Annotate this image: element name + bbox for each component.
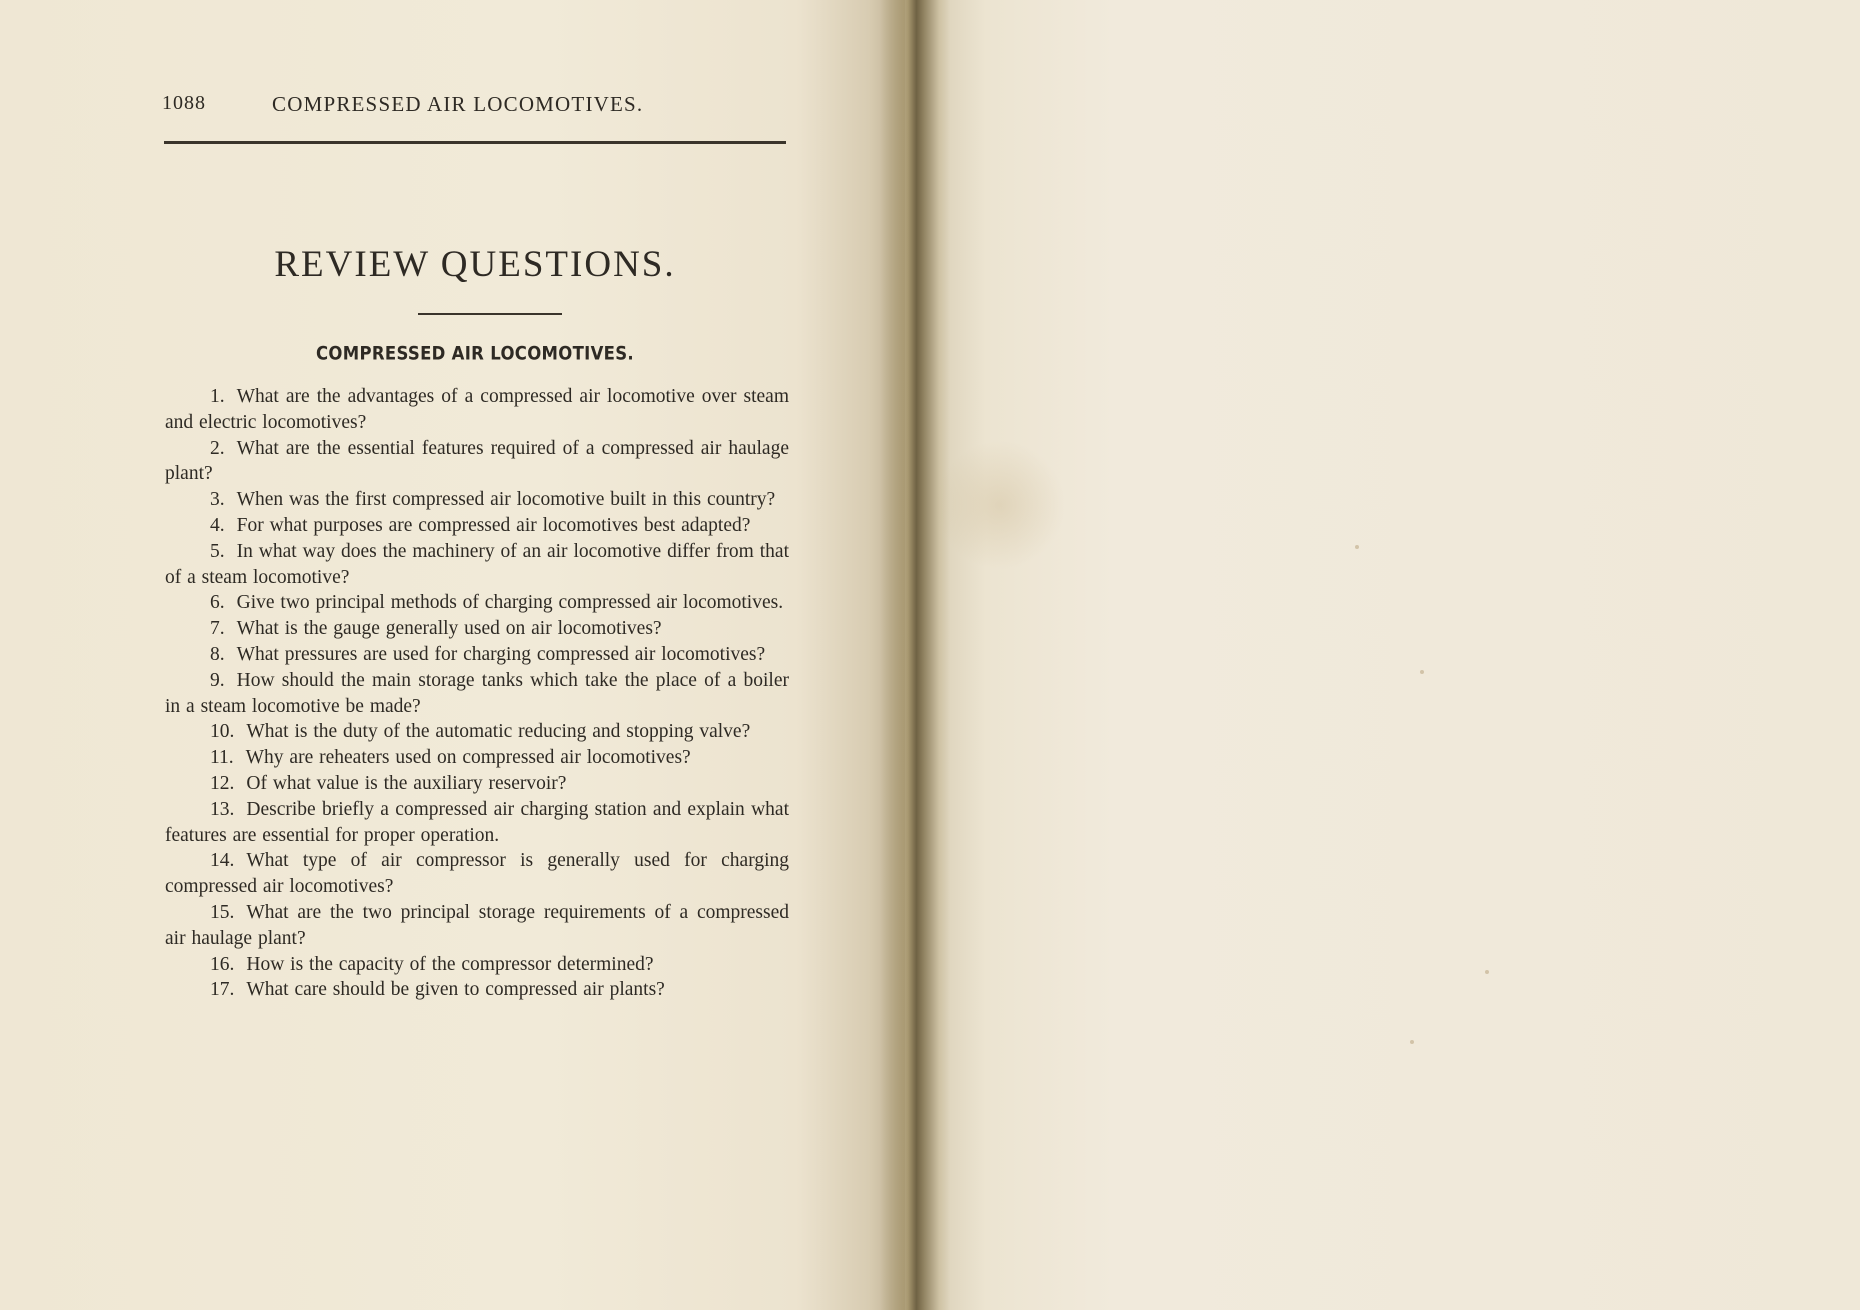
question-text: What care should be given to compressed air plants? [246,979,665,1001]
question-number: 10. [210,721,235,743]
review-question [165,952,789,978]
running-head [162,92,787,122]
question-number: 2. [210,437,225,459]
question-number: 8. [210,643,225,665]
question-number: 7. [210,618,225,640]
review-question [165,513,789,539]
review-question [165,590,789,616]
page-number: 1088 [162,92,206,114]
question-number: 12. [210,772,235,794]
paper-speck [1420,670,1424,674]
question-number: 4. [210,514,225,536]
review-question [165,900,789,952]
question-number: 13. [210,798,235,820]
review-question [165,642,789,668]
question-number: 11. [210,747,234,769]
question-text: Give two principal methods of charging compressed air locomotives. [236,592,784,614]
question-number: 15. [210,901,235,923]
question-text: What are the two principal storage requirements of a compressed air haulage plant? [165,901,789,949]
page-title: REVIEW QUESTIONS. [274,244,676,285]
question-text: What is the duty of the automatic reducing and stopping valve? [246,721,751,743]
right-page-blank [930,0,1860,1310]
review-question [165,539,789,591]
question-text: How should the main storage tanks which take the place of a boiler in a steam locomotive be made? [165,669,789,717]
question-text: Of what value is the auxiliary reservoir? [246,772,567,794]
running-title: COMPRESSED AIR LOCOMOTIVES. [272,92,644,116]
review-question [165,668,789,720]
review-question [165,719,789,745]
question-text: How is the capacity of the compressor determined? [246,953,654,975]
question-number: 3. [210,489,225,511]
question-text: When was the first compressed air locomotive built in this country? [236,489,776,511]
book-gutter [880,0,950,1310]
question-text: What type of air compressor is generally used for charging compressed air locomotives? [165,850,789,898]
question-text: In what way does the machinery of an air locomotive differ from that of a steam locomotive? [165,540,789,588]
review-question [165,487,789,513]
review-question [165,745,789,771]
question-number: 1. [210,386,225,407]
review-question [165,797,789,849]
question-number: 6. [210,592,225,614]
question-text: What are the advantages of a compressed air locomotive over steam and electric locomotives? [165,386,789,433]
question-text: What pressures are used for charging compressed air locomotives? [236,643,766,665]
question-number: 14. [210,850,235,872]
question-text: What are the essential features required of a compressed air haulage plant? [165,437,789,485]
review-question [165,436,789,488]
question-list [165,384,789,1003]
question-text: Why are reheaters used on compressed air locomotives? [245,747,691,769]
section-heading: COMPRESSED AIR LOCOMOTIVES. [316,342,634,365]
question-number: 16. [210,953,235,975]
paper-speck [1410,1040,1414,1044]
paper-speck [1355,545,1359,549]
question-text: Describe briefly a compressed air charging station and explain what features are essential for proper operation. [165,798,789,846]
review-question [165,384,789,436]
paper-stain [935,440,1065,570]
question-number: 9. [210,669,225,691]
question-number: 17. [210,979,235,1001]
paper-speck [1485,970,1489,974]
question-number: 5. [210,540,225,562]
title-rule [418,313,562,315]
question-text: For what purposes are compressed air locomotives best adapted? [236,514,751,536]
question-text: What is the gauge generally used on air locomotives? [236,618,662,640]
review-question [165,616,789,642]
review-question [165,848,789,900]
review-question [165,771,789,797]
header-rule [164,141,786,144]
review-question [165,977,789,1003]
